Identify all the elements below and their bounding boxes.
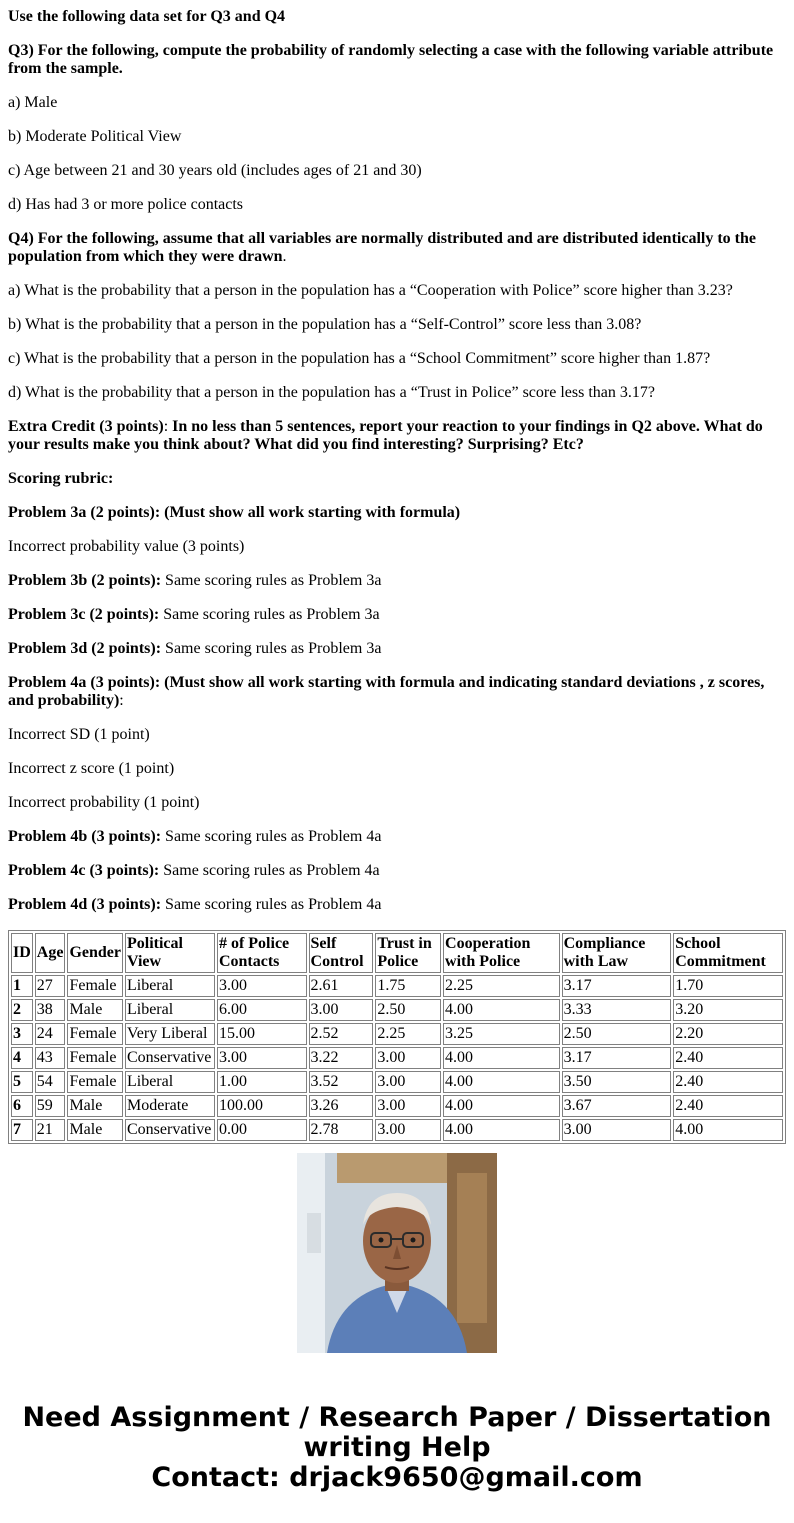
table-cell: 3.00 <box>562 1119 672 1141</box>
table-row <box>11 1119 783 1141</box>
table-cell: Conservative <box>125 1119 215 1141</box>
portrait-image <box>297 1153 497 1353</box>
q3-item-a: a) Male <box>8 94 58 111</box>
rubric-3c-text: Same scoring rules as Problem 3a <box>159 606 380 623</box>
row-id-cell: 1 <box>11 975 33 997</box>
table-cell: 3.50 <box>562 1071 672 1093</box>
promo-line-1: Need Assignment / Research Paper / Dissertation <box>22 1402 772 1433</box>
table-cell: Female <box>67 1047 123 1069</box>
extra-credit-sep: : <box>163 418 173 435</box>
table-cell: 2.40 <box>673 1071 783 1093</box>
table-cell: Female <box>67 1023 123 1045</box>
rubric-3c <box>8 606 786 624</box>
header-political-view: Political View <box>125 933 215 973</box>
table-cell: 4.00 <box>443 1095 560 1117</box>
table-cell: 3.52 <box>309 1071 374 1093</box>
q4-heading-end: . <box>282 248 287 265</box>
header-id: ID <box>11 933 33 973</box>
rubric-4a-line-sd: Incorrect SD (1 point) <box>8 726 150 743</box>
q4-heading-text: Q4) For the following, assume that all variables are normally distributed and are distributed identically to the population from which they were drawn <box>8 230 756 265</box>
header-trust-in-police: Trust in Police <box>375 933 441 973</box>
table-cell: 54 <box>35 1071 66 1093</box>
table-cell: 1.70 <box>673 975 783 997</box>
rubric-4d-text: Same scoring rules as Problem 4a <box>161 896 382 913</box>
table-cell: Male <box>67 1095 123 1117</box>
table-cell: Liberal <box>125 975 215 997</box>
rubric-4d <box>8 896 786 914</box>
table-cell: Very Liberal <box>125 1023 215 1045</box>
table-cell: 3.20 <box>673 999 783 1021</box>
table-cell: Moderate <box>125 1095 215 1117</box>
table-cell: 3.00 <box>375 1119 441 1141</box>
table-cell: 3.00 <box>217 1047 307 1069</box>
table-cell: 21 <box>35 1119 66 1141</box>
q3-item-b: b) Moderate Political View <box>8 128 182 145</box>
table-cell: 27 <box>35 975 66 997</box>
rubric-title: Scoring rubric: <box>8 470 114 487</box>
intro-text: Use the following data set for Q3 and Q4 <box>8 8 286 25</box>
rubric-4a-text: Problem 4a (3 points): (Must show all work starting with formula and indicating standard deviations , z scores, and probability) <box>8 674 765 709</box>
table-cell: Male <box>67 1119 123 1141</box>
table-cell: 2.25 <box>443 975 560 997</box>
table-cell: 59 <box>35 1095 66 1117</box>
table-cell: 2.50 <box>375 999 441 1021</box>
table-cell: 2.78 <box>309 1119 374 1141</box>
rubric-3d-label: Problem 3d (2 points): <box>8 640 162 657</box>
table-cell: 3.00 <box>375 1095 441 1117</box>
table-cell: 3.17 <box>562 975 672 997</box>
table-cell: 24 <box>35 1023 66 1045</box>
rubric-4d-label: Problem 4d (3 points): <box>8 896 162 913</box>
document <box>8 8 786 930</box>
row-id-cell: 7 <box>11 1119 33 1141</box>
rubric-4a-end: : <box>119 692 124 709</box>
table-row <box>11 999 783 1021</box>
extra-credit <box>8 418 786 454</box>
table-cell: 15.00 <box>217 1023 307 1045</box>
table-cell: Female <box>67 1071 123 1093</box>
table-cell: Liberal <box>125 1071 215 1093</box>
table-cell: 3.26 <box>309 1095 374 1117</box>
table-cell: 4.00 <box>443 1071 560 1093</box>
data-table-container[interactable] <box>8 930 786 1138</box>
rubric-3b-text: Same scoring rules as Problem 3a <box>161 572 382 589</box>
rubric-4b <box>8 828 786 846</box>
rubric-4c-label: Problem 4c (3 points): <box>8 862 160 879</box>
extra-credit-label: Extra Credit (3 points) <box>8 418 164 435</box>
table-cell: Male <box>67 999 123 1021</box>
promo-line-2: writing Help <box>303 1432 491 1463</box>
row-id-cell: 5 <box>11 1071 33 1093</box>
header-compliance: Compliance with Law <box>562 933 672 973</box>
row-id-cell: 6 <box>11 1095 33 1117</box>
row-id-cell: 3 <box>11 1023 33 1045</box>
table-cell: 3.00 <box>375 1071 441 1093</box>
table-cell: Conservative <box>125 1047 215 1069</box>
table-cell: 0.00 <box>217 1119 307 1141</box>
table-cell: Female <box>67 975 123 997</box>
header-gender: Gender <box>67 933 123 973</box>
header-police-contacts: # of Police Contacts <box>217 933 307 973</box>
table-row <box>11 1047 783 1069</box>
data-table <box>8 930 786 1144</box>
table-cell: 4.00 <box>443 999 560 1021</box>
table-cell: 4.00 <box>673 1119 783 1141</box>
q3-item-d: d) Has had 3 or more police contacts <box>8 196 244 213</box>
table-cell: 4.00 <box>443 1119 560 1141</box>
table-cell: 2.52 <box>309 1023 374 1045</box>
table-header-row <box>11 933 783 973</box>
table-row <box>11 1023 783 1045</box>
table-cell: 2.50 <box>562 1023 672 1045</box>
table-cell: 4.00 <box>443 1047 560 1069</box>
header-cooperation: Cooperation with Police <box>443 933 560 973</box>
promo-banner <box>0 1403 794 1493</box>
rubric-4a <box>8 674 786 710</box>
row-id-cell: 2 <box>11 999 33 1021</box>
rubric-4b-text: Same scoring rules as Problem 4a <box>161 828 382 845</box>
table-cell: 1.00 <box>217 1071 307 1093</box>
table-row <box>11 1095 783 1117</box>
rubric-4c-text: Same scoring rules as Problem 4a <box>159 862 380 879</box>
q4-item-d: d) What is the probability that a person in the population has a “Trust in Police” score less than 3.17? <box>8 384 655 401</box>
table-cell: 1.75 <box>375 975 441 997</box>
q4-item-b: b) What is the probability that a person in the population has a “Self-Control” score less than 3.08? <box>8 316 642 333</box>
table-cell: 2.61 <box>309 975 374 997</box>
table-cell: 6.00 <box>217 999 307 1021</box>
table-cell: 2.40 <box>673 1095 783 1117</box>
table-cell: 3.00 <box>375 1047 441 1069</box>
table-row <box>11 975 783 997</box>
header-school-commitment: School Commitment <box>673 933 783 973</box>
rubric-3b <box>8 572 786 590</box>
extra-credit-text: In no less than 5 sentences, report your reaction to your findings in Q2 above. What do your results make you think about? What did you find interesting? Surprising? Etc? <box>8 418 763 453</box>
table-cell: 2.25 <box>375 1023 441 1045</box>
table-cell: 3.33 <box>562 999 672 1021</box>
table-row <box>11 1071 783 1093</box>
table-cell: 3.00 <box>309 999 374 1021</box>
table-cell: 2.20 <box>673 1023 783 1045</box>
q3-heading: Q3) For the following, compute the probability of randomly selecting a case with the following variable attribute from the sample. <box>8 42 774 77</box>
rubric-4a-line-z: Incorrect z score (1 point) <box>8 760 175 777</box>
rubric-3a: Problem 3a (2 points): (Must show all work starting with formula) <box>8 504 461 521</box>
table-cell: 3.67 <box>562 1095 672 1117</box>
table-cell: 3.22 <box>309 1047 374 1069</box>
rubric-4c <box>8 862 786 880</box>
table-cell: 100.00 <box>217 1095 307 1117</box>
table-cell: 2.40 <box>673 1047 783 1069</box>
table-cell: 3.00 <box>217 975 307 997</box>
table-cell: 38 <box>35 999 66 1021</box>
table-cell: 3.17 <box>562 1047 672 1069</box>
rubric-4b-label: Problem 4b (3 points): <box>8 828 162 845</box>
rubric-3c-label: Problem 3c (2 points): <box>8 606 160 623</box>
q3-item-c: c) Age between 21 and 30 years old (includes ages of 21 and 30) <box>8 162 422 179</box>
table-cell: 3.25 <box>443 1023 560 1045</box>
header-self-control: Self Control <box>309 933 374 973</box>
rubric-3d <box>8 640 786 658</box>
table-body <box>11 975 783 1141</box>
promo-contact: Contact: drjack9650@gmail.com <box>151 1462 643 1493</box>
rubric-3a-line: Incorrect probability value (3 points) <box>8 538 245 555</box>
q4-heading <box>8 230 786 266</box>
rubric-3d-text: Same scoring rules as Problem 3a <box>161 640 382 657</box>
rubric-4a-line-prob: Incorrect probability (1 point) <box>8 794 200 811</box>
avatar <box>297 1153 497 1353</box>
q4-item-c: c) What is the probability that a person in the population has a “School Commitment” score higher than 1.87? <box>8 350 711 367</box>
q4-item-a: a) What is the probability that a person in the population has a “Cooperation with Police” score higher than 3.23? <box>8 282 733 299</box>
table-cell: 43 <box>35 1047 66 1069</box>
table-cell: Liberal <box>125 999 215 1021</box>
rubric-3b-label: Problem 3b (2 points): <box>8 572 162 589</box>
header-age: Age <box>35 933 66 973</box>
row-id-cell: 4 <box>11 1047 33 1069</box>
